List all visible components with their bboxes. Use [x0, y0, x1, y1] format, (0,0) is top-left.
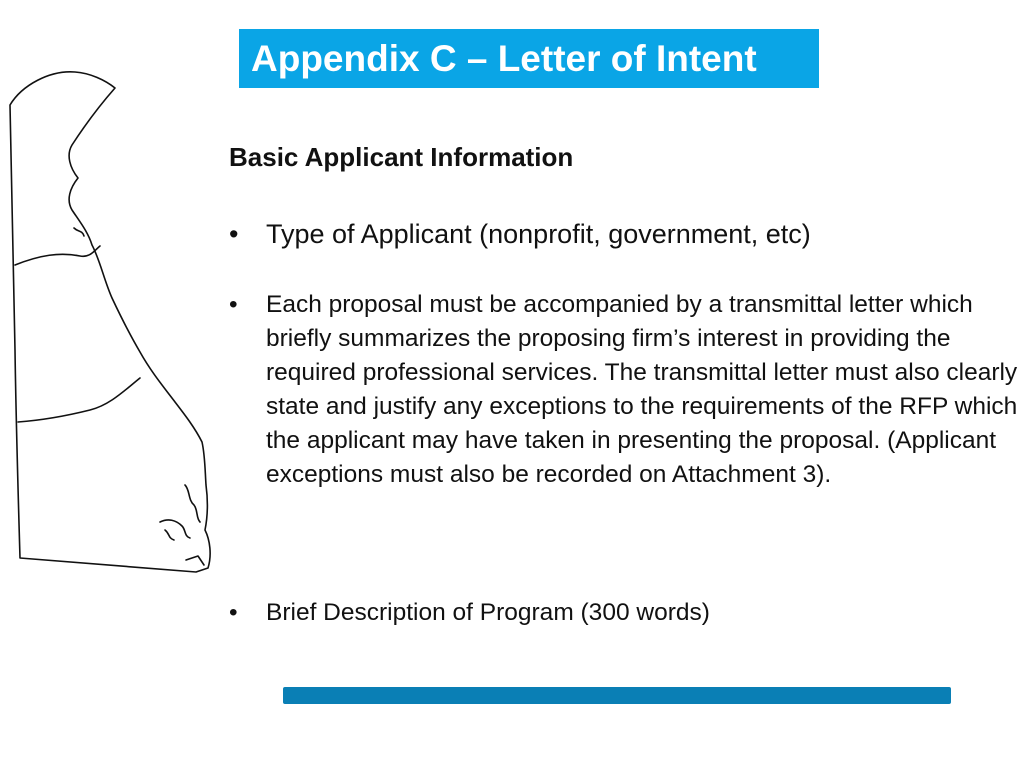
bullet-text: Each proposal must be accompanied by a transmittal letter which briefly summarizes the proposing firm’s interest in providing the required professional services. The transmittal letter must also clearly state and justify any exceptions to the requirements of the RFP which the applicant may have taken in presenting the proposal. (Applicant exceptions must also be recorded on Attachment 3).	[266, 291, 1018, 488]
slide-title: Appendix C – Letter of Intent	[251, 38, 757, 79]
state-outline-map	[0, 60, 220, 580]
footer-accent-bar	[283, 687, 951, 704]
bullet-marker: •	[229, 599, 238, 626]
title-banner	[239, 29, 819, 88]
bullet-text: Type of Applicant (nonprofit, government, etc)	[266, 219, 811, 249]
bullet-marker: •	[229, 219, 239, 249]
bullet-marker: •	[229, 291, 238, 318]
bullet-text: Brief Description of Program (300 words)	[266, 599, 710, 626]
section-heading: Basic Applicant Information	[229, 142, 574, 172]
